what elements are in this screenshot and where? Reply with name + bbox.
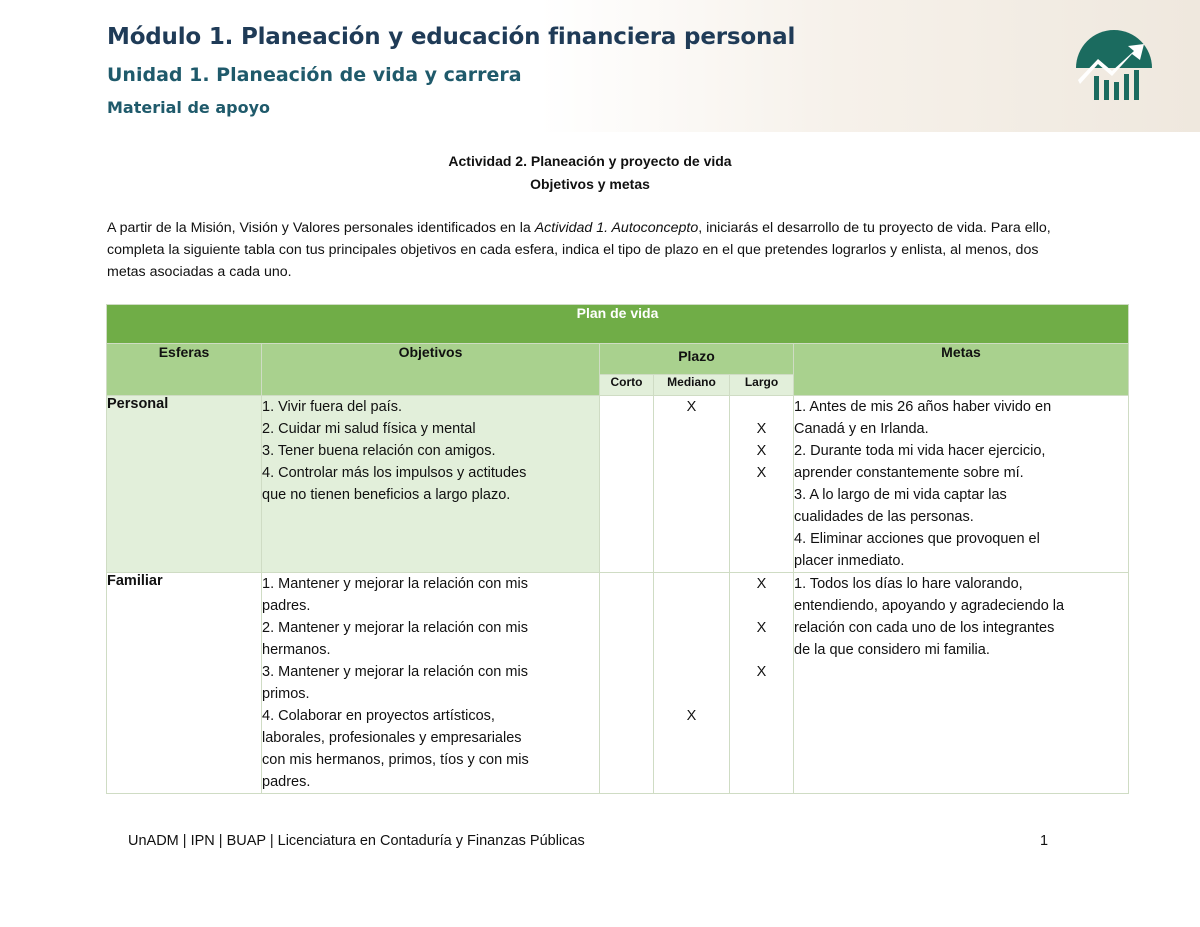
goal-line: Canadá y en Irlanda. bbox=[794, 421, 929, 437]
table-row bbox=[107, 396, 1129, 573]
objective-line: 2. Cuidar mi salud física y mental bbox=[262, 421, 476, 437]
goal-line: 2. Durante toda mi vida hacer ejercicio, bbox=[794, 443, 1046, 459]
growth-chart-logo-icon bbox=[1072, 24, 1156, 104]
header-largo: Largo bbox=[730, 375, 794, 396]
corto-cell bbox=[600, 573, 654, 794]
objective-line: con mis hermanos, primos, tíos y con mis bbox=[262, 752, 529, 768]
intro-text-2: , iniciarás el desarrollo de tu proyecto de vida. Para ello, completa la siguiente tabla con tus principales objetivos en cada esfera, indica el tipo de plazo en el que pretendes lograrlos y enlista, al menos, dos metas asociadas a cada uno. bbox=[107, 220, 1051, 280]
material-label: Material de apoyo bbox=[107, 98, 270, 117]
objectives-cell bbox=[262, 573, 600, 794]
term-mark: X bbox=[686, 399, 697, 415]
page-number: 1 bbox=[1040, 833, 1049, 849]
mediano-cell bbox=[654, 573, 730, 794]
term-mark: X bbox=[756, 664, 767, 680]
header-corto: Corto bbox=[600, 375, 654, 396]
corto-cell bbox=[600, 396, 654, 573]
term-mark bbox=[654, 617, 729, 639]
objectives-cell bbox=[262, 396, 600, 573]
header-plazo: Plazo bbox=[600, 344, 794, 375]
objective-line: 4. Controlar más los impulsos y actitudes bbox=[262, 465, 527, 481]
table-title: Plan de vida bbox=[107, 305, 1129, 344]
goal-line: de la que considero mi familia. bbox=[794, 642, 990, 658]
term-mark bbox=[730, 396, 793, 418]
header-esferas: Esferas bbox=[107, 344, 262, 396]
term-mark bbox=[730, 595, 793, 617]
objective-line: 4. Colaborar en proyectos artísticos, bbox=[262, 708, 495, 724]
term-mark: X bbox=[756, 620, 767, 636]
objective-line: 1. Mantener y mejorar la relación con mis bbox=[262, 576, 528, 592]
goal-line: 4. Eliminar acciones que provoquen el bbox=[794, 531, 1040, 547]
term-mark bbox=[654, 639, 729, 661]
term-mark bbox=[730, 639, 793, 661]
objective-line: 3. Tener buena relación con amigos. bbox=[262, 443, 496, 459]
goals-cell bbox=[794, 573, 1129, 794]
table-row bbox=[107, 573, 1129, 794]
life-plan-table bbox=[106, 304, 1129, 794]
unit-title: Unidad 1. Planeación de vida y carrera bbox=[107, 64, 522, 86]
goal-line: 3. A lo largo de mi vida captar las bbox=[794, 487, 1007, 503]
activity-title: Actividad 2. Planeación y proyecto de vida bbox=[448, 153, 732, 169]
objective-line: 2. Mantener y mejorar la relación con mis bbox=[262, 620, 528, 636]
term-mark bbox=[654, 683, 729, 705]
largo-cell bbox=[730, 573, 794, 794]
objective-line: 1. Vivir fuera del país. bbox=[262, 399, 402, 415]
sphere-cell: Personal bbox=[107, 396, 262, 573]
goal-line: cualidades de las personas. bbox=[794, 509, 974, 525]
goal-line: entendiendo, apoyando y agradeciendo la bbox=[794, 598, 1065, 614]
term-mark: X bbox=[686, 708, 697, 724]
objective-line: que no tienen beneficios a largo plazo. bbox=[262, 487, 511, 503]
term-mark: X bbox=[756, 576, 767, 592]
intro-text-1: A partir de la Misión, Visión y Valores personales identificados en la bbox=[107, 220, 535, 236]
objective-line: hermanos. bbox=[262, 642, 331, 658]
sphere-cell: Familiar bbox=[107, 573, 262, 794]
goals-cell bbox=[794, 396, 1129, 573]
largo-cell bbox=[730, 396, 794, 573]
header-metas: Metas bbox=[794, 344, 1129, 396]
activity-subtitle: Objetivos y metas bbox=[530, 176, 650, 192]
goal-line: relación con cada uno de los integrantes bbox=[794, 620, 1055, 636]
intro-paragraph bbox=[107, 217, 1067, 283]
footer-institutions: UnADM | IPN | BUAP | Licenciatura en Contaduría y Finanzas Públicas bbox=[128, 833, 585, 849]
objective-line: padres. bbox=[262, 598, 311, 614]
term-mark bbox=[654, 661, 729, 683]
objective-line: primos. bbox=[262, 686, 310, 702]
goal-line: placer inmediato. bbox=[794, 553, 905, 569]
header-objetivos: Objetivos bbox=[262, 344, 600, 396]
goal-line: 1. Antes de mis 26 años haber vivido en bbox=[794, 399, 1052, 415]
term-mark bbox=[654, 573, 729, 595]
header-mediano: Mediano bbox=[654, 375, 730, 396]
objective-line: 3. Mantener y mejorar la relación con mis bbox=[262, 664, 528, 680]
objective-line: laborales, profesionales y empresariales bbox=[262, 730, 522, 746]
objective-line: padres. bbox=[262, 774, 311, 790]
goal-line: 1. Todos los días lo hare valorando, bbox=[794, 576, 1023, 592]
term-mark: X bbox=[756, 443, 767, 459]
goal-line: aprender constantemente sobre mí. bbox=[794, 465, 1024, 481]
mediano-cell bbox=[654, 396, 730, 573]
term-mark bbox=[654, 595, 729, 617]
term-mark: X bbox=[756, 421, 767, 437]
module-title: Módulo 1. Planeación y educación financiera personal bbox=[107, 24, 796, 50]
term-mark: X bbox=[756, 465, 767, 481]
intro-italic-reference: Actividad 1. Autoconcepto bbox=[534, 220, 699, 236]
